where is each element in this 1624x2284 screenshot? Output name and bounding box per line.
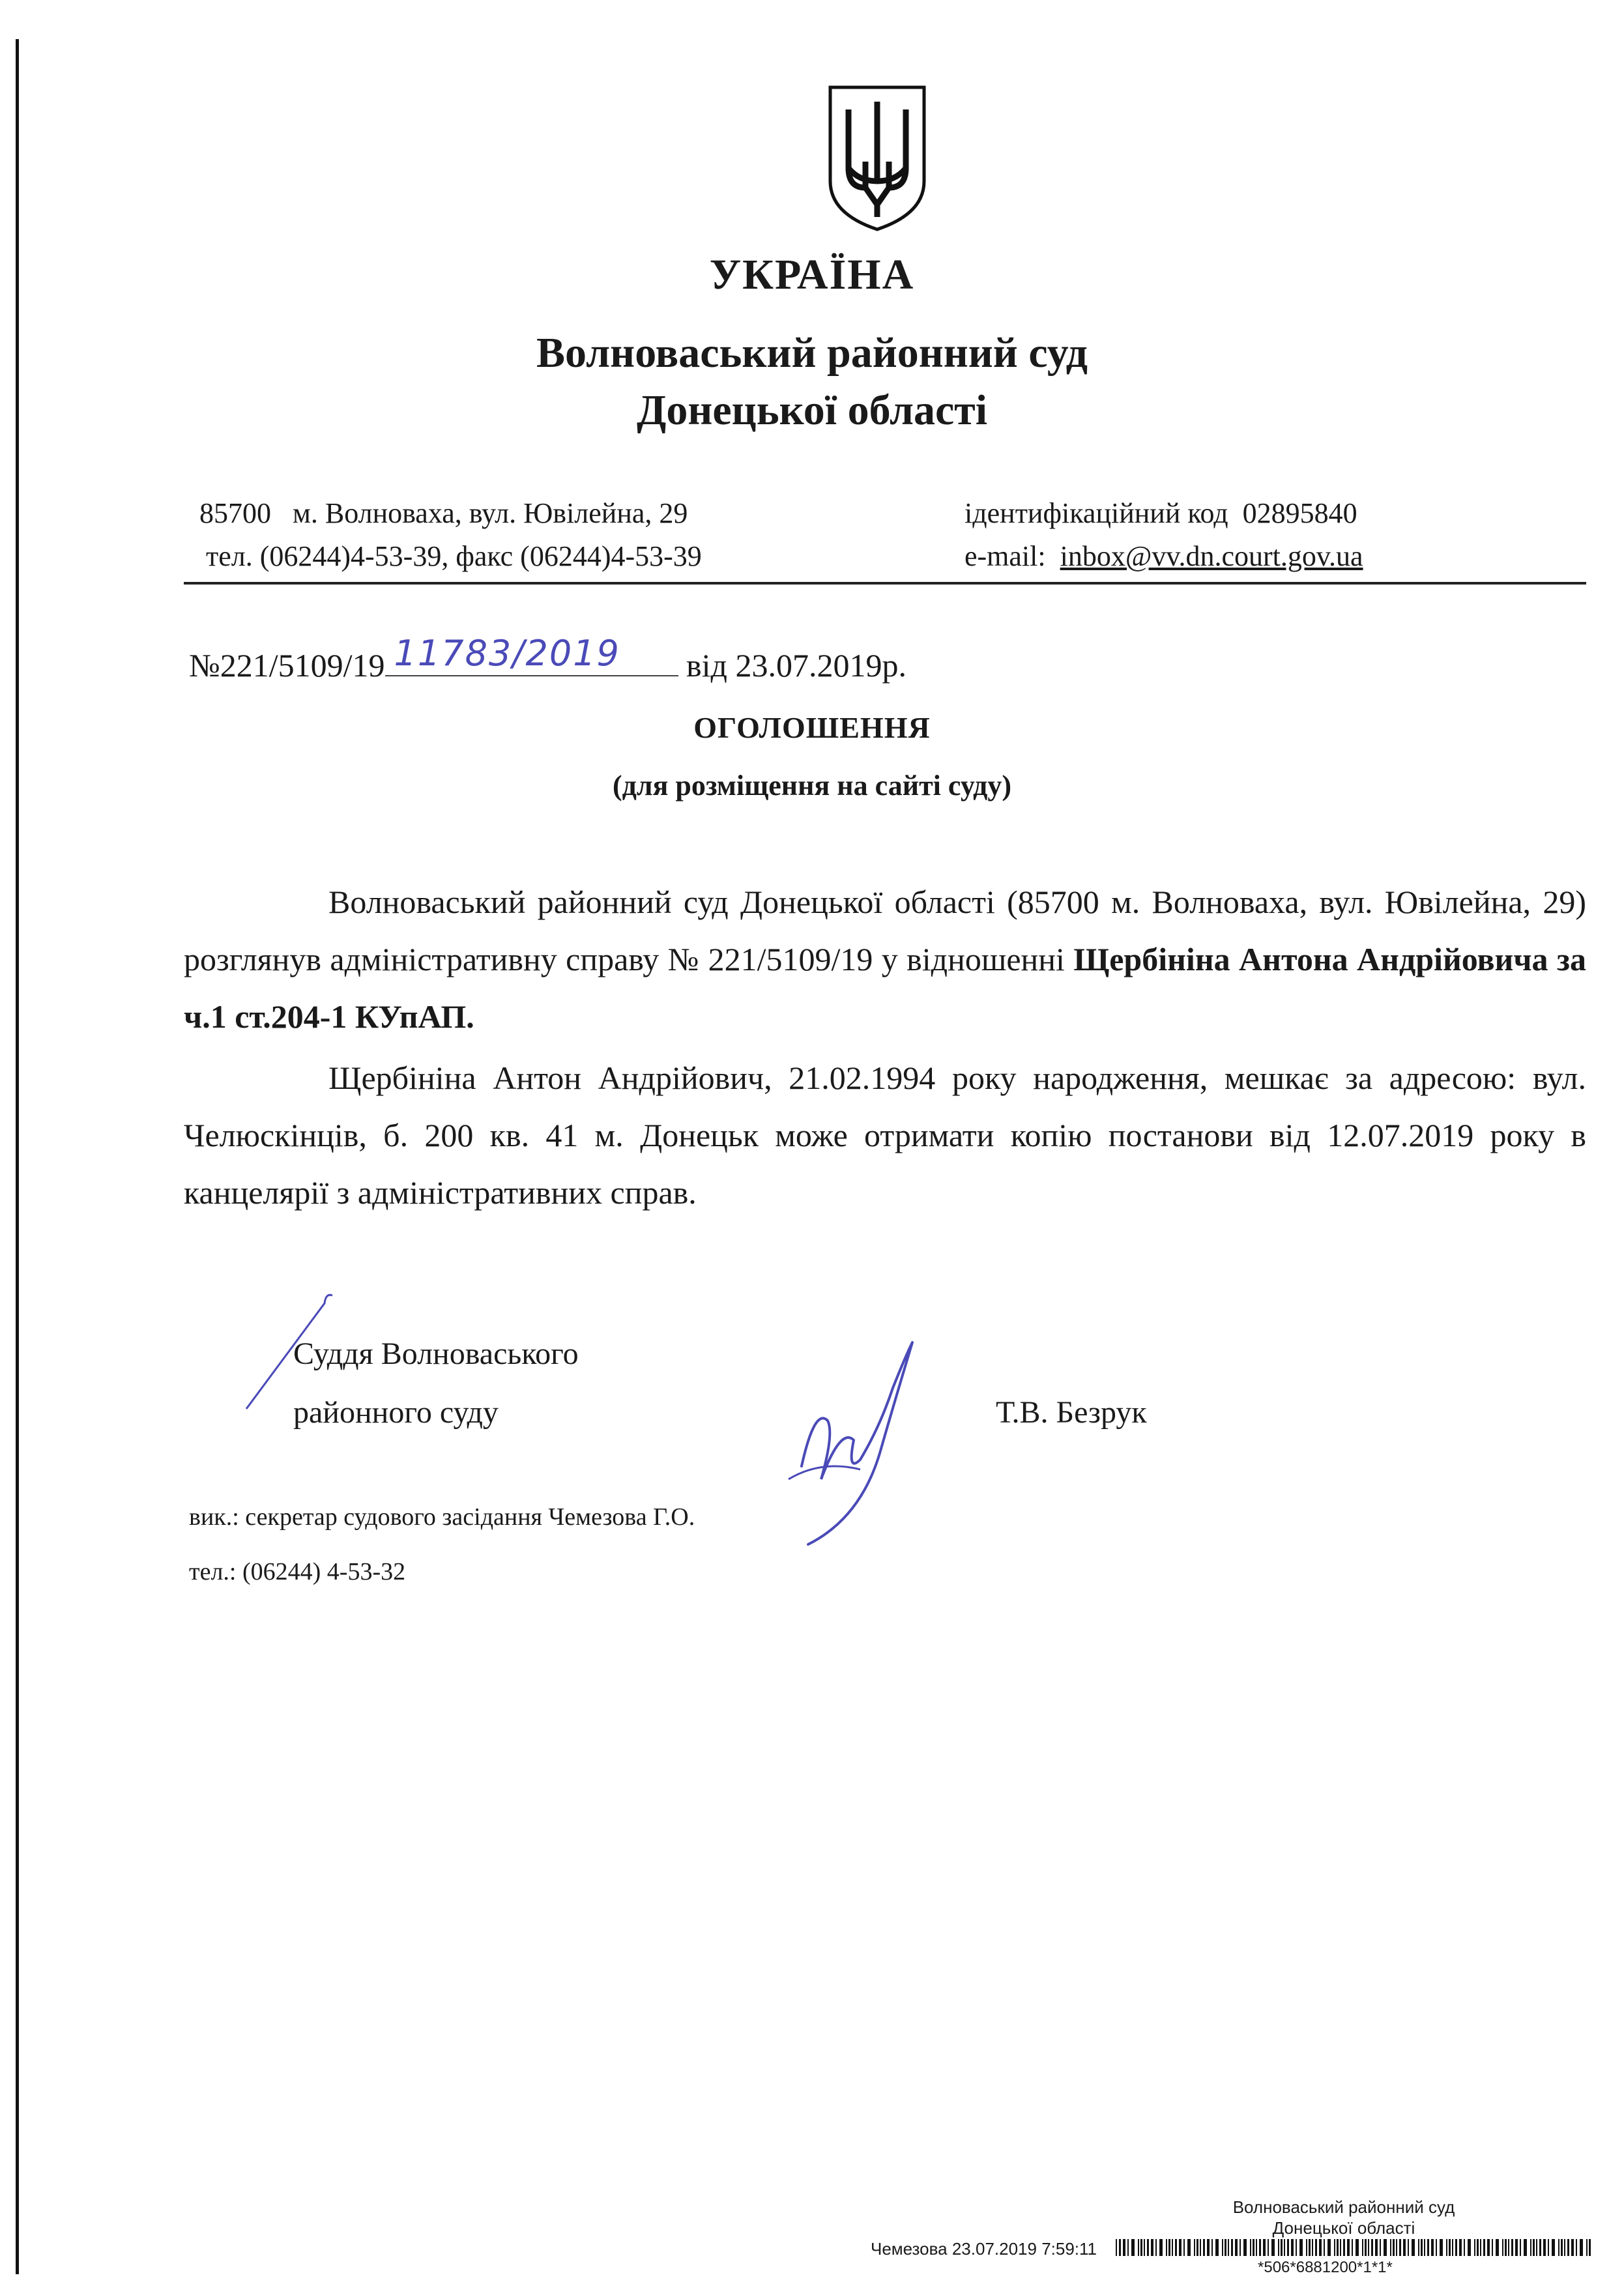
barcode-bar	[1524, 2239, 1527, 2256]
barcode-bar	[1312, 2239, 1313, 2256]
barcode-bar	[1356, 2239, 1359, 2256]
country-heading: УКРАЇНА	[709, 251, 915, 298]
barcode-bar	[1183, 2239, 1185, 2256]
barcode-bar	[1327, 2239, 1331, 2256]
barcode-bar	[1436, 2239, 1437, 2256]
barcode-bar	[1250, 2239, 1251, 2256]
judge-title-line1: Суддя Волноваського	[293, 1337, 579, 1371]
barcode-bar	[1337, 2239, 1339, 2256]
barcode-bar	[1306, 2239, 1307, 2256]
barcode-bar	[1119, 2239, 1121, 2256]
barcode-bar	[1203, 2239, 1205, 2256]
barcode-bar	[1543, 2239, 1546, 2256]
barcode-bar	[1138, 2239, 1139, 2256]
barcode-bar	[1440, 2239, 1443, 2256]
barcode-bar	[1278, 2239, 1279, 2256]
barcode-bar	[1371, 2239, 1373, 2256]
judge-signature	[782, 1329, 951, 1551]
judge-name: Т.В. Безрук	[996, 1395, 1147, 1430]
barcode-bar	[1431, 2239, 1434, 2256]
barcode-bar	[1449, 2239, 1451, 2256]
barcode-bar	[1362, 2239, 1363, 2256]
barcode-bar	[1147, 2239, 1149, 2256]
barcode-bar	[1347, 2239, 1350, 2256]
barcode-bar	[1552, 2239, 1555, 2256]
handwritten-number-text: 11783/2019	[394, 633, 620, 674]
barcode-text: *506*6881200*1*1*	[1258, 2259, 1393, 2276]
barcode-bar	[1408, 2239, 1409, 2256]
barcode-bar	[1196, 2239, 1198, 2256]
barcode-bar	[1291, 2239, 1294, 2256]
date-label: від	[686, 647, 727, 684]
handwritten-number	[385, 633, 678, 676]
barcode-bar	[1155, 2239, 1157, 2256]
barcode-bar	[1271, 2239, 1275, 2256]
barcode-bar	[1393, 2239, 1395, 2256]
barcode-bar	[1253, 2239, 1254, 2256]
footer-court-line1: Волноваський районний суд	[1232, 2197, 1455, 2217]
barcode-bar	[1259, 2239, 1261, 2256]
barcode-bar	[1127, 2239, 1129, 2256]
barcode-bar	[1589, 2239, 1591, 2256]
barcode-bar	[1511, 2239, 1513, 2256]
barcode-bar	[1380, 2239, 1381, 2256]
barcode-bar	[1159, 2239, 1163, 2256]
barcode-bar	[1502, 2239, 1503, 2256]
barcode-bar	[1207, 2239, 1210, 2256]
announcement-title: ОГОЛОШЕННЯ	[693, 711, 931, 744]
barcode-bar	[1496, 2239, 1499, 2256]
barcode-bar	[1477, 2239, 1479, 2256]
barcode-bar	[1403, 2239, 1406, 2256]
barcode-bar	[1324, 2239, 1325, 2256]
barcode-bar	[1334, 2239, 1335, 2256]
barcode-bar	[1319, 2239, 1322, 2256]
barcode-bar	[1412, 2239, 1415, 2256]
barcode-bar	[1564, 2239, 1565, 2256]
court-phone: тел. (06244)4-53-39, факс (06244)4-53-39	[206, 540, 702, 572]
barcode-bar	[1452, 2239, 1453, 2256]
barcode-bar	[1375, 2239, 1378, 2256]
paragraph-1-text: Волноваський районний суд Донецької області (85700 м. Волноваха, вул. Ювілейна, 29) розглянув адміністративну справу № 221/5109/19 у відношенні	[184, 884, 1586, 977]
paragraph-2: Щербініна Антон Андрійович, 21.02.1994 року народження, мешкає за адресою: вул. Челюскінців, б. 200 кв. 41 м. Донецьк може отримати копію постанови від 12.07.2019 року в канцелярії з адміністративних справ.	[184, 1060, 1586, 1211]
barcode-bar	[1340, 2239, 1341, 2256]
barcode-bar	[1231, 2239, 1233, 2256]
barcode-bar	[1586, 2239, 1588, 2256]
barcode-bar	[1343, 2239, 1345, 2256]
barcode-bar	[1567, 2239, 1569, 2256]
barcode-bar	[1365, 2239, 1367, 2256]
barcode-bar	[1455, 2239, 1457, 2256]
barcode-bar	[1187, 2239, 1191, 2256]
barcode-bar	[1240, 2239, 1241, 2256]
barcode-bar	[1505, 2239, 1507, 2256]
barcode-bar	[1561, 2239, 1563, 2256]
barcode-bar	[1418, 2239, 1419, 2256]
email-label: e-mail:	[964, 540, 1046, 572]
registration-date: 23.07.2019р.	[735, 647, 906, 684]
barcode-bar	[1483, 2239, 1485, 2256]
barcode-bar	[1215, 2239, 1219, 2256]
executor-phone: тел.: (06244) 4-53-32	[189, 1558, 406, 1585]
barcode-bar	[1263, 2239, 1266, 2256]
court-name-line2: Донецької області	[636, 386, 988, 434]
barcode-bar	[1281, 2239, 1283, 2256]
barcode-bar	[1284, 2239, 1285, 2256]
barcode-bar	[1299, 2239, 1303, 2256]
barcode-bar	[1399, 2239, 1401, 2256]
barcode-bar	[1123, 2239, 1125, 2256]
barcode-bar	[1548, 2239, 1549, 2256]
barcode-bar	[1487, 2239, 1490, 2256]
barcode-icon	[1116, 2239, 1593, 2256]
barcode-bar	[1530, 2239, 1531, 2256]
barcode-bar	[1116, 2239, 1117, 2256]
registration-number: №221/5109/19	[189, 647, 385, 684]
paragraph-1	[184, 873, 1586, 1045]
barcode-bar	[1179, 2239, 1182, 2256]
barcode-bar	[1424, 2239, 1425, 2256]
footer-court-line2: Донецької області	[1272, 2218, 1415, 2238]
barcode-bar	[1144, 2239, 1145, 2256]
barcode-bar	[1558, 2239, 1559, 2256]
barcode-bar	[1352, 2239, 1353, 2256]
barcode-bar	[1539, 2239, 1541, 2256]
executor-line: вик.: секретар судового засідання Чемезова Г.О.	[189, 1503, 695, 1531]
barcode-bar	[1464, 2239, 1465, 2256]
barcode-bar	[1492, 2239, 1493, 2256]
barcode-bar	[1315, 2239, 1317, 2256]
barcode-bar	[1571, 2239, 1574, 2256]
registration-stamp: Чемезова 23.07.2019 7:59:11	[871, 2239, 1097, 2259]
barcode-bar	[1384, 2239, 1387, 2256]
barcode-bar	[1533, 2239, 1535, 2256]
court-name-line1: Волноваський районний суд	[536, 329, 1088, 377]
paragraph-1-bold: Щербініна Антона Андрійовича за ч.1 ст.204-1 КУпАП.	[184, 941, 1587, 1035]
barcode-bar	[1168, 2239, 1170, 2256]
coat-of-arms-icon	[826, 83, 928, 233]
barcode-bar	[1468, 2239, 1471, 2256]
barcode-bar	[1480, 2239, 1481, 2256]
email-line	[964, 540, 1363, 573]
announcement-purpose: (для розміщення на сайті суду)	[612, 770, 1011, 802]
barcode-bar	[1515, 2239, 1518, 2256]
barcode-bar	[1225, 2239, 1226, 2256]
barcode-bar	[1243, 2239, 1247, 2256]
identification-code: ідентифікаційний код 02895840	[964, 497, 1357, 529]
judge-title-line2: районного суду	[293, 1395, 499, 1430]
barcode-bar	[1508, 2239, 1509, 2256]
court-address: 85700 м. Волноваха, вул. Ювілейна, 29	[199, 497, 688, 529]
barcode-bar	[1390, 2239, 1391, 2256]
barcode-bar	[1172, 2239, 1173, 2256]
barcode-bar	[1194, 2239, 1195, 2256]
registration-line	[189, 633, 906, 684]
barcode-bar	[1268, 2239, 1269, 2256]
barcode-bar	[1166, 2239, 1167, 2256]
barcode-bar	[1131, 2239, 1135, 2256]
barcode-bar	[1296, 2239, 1297, 2256]
barcode-bar	[1536, 2239, 1537, 2256]
barcode-bar	[1151, 2239, 1153, 2256]
barcode-bar	[1256, 2239, 1257, 2256]
barcode-bar	[1520, 2239, 1521, 2256]
barcode-bar	[1200, 2239, 1201, 2256]
barcode-bar	[1474, 2239, 1475, 2256]
barcode-bar	[1368, 2239, 1369, 2256]
barcode-bar	[1576, 2239, 1577, 2256]
barcode-bar	[1211, 2239, 1213, 2256]
barcode-bar	[1459, 2239, 1462, 2256]
barcode-bar	[1427, 2239, 1429, 2256]
barcode-bar	[1287, 2239, 1289, 2256]
barcode-bar	[1421, 2239, 1423, 2256]
header-divider	[184, 582, 1586, 585]
barcode-bar	[1580, 2239, 1583, 2256]
barcode-bar	[1309, 2239, 1311, 2256]
barcode-bar	[1140, 2239, 1142, 2256]
barcode-bar	[1396, 2239, 1397, 2256]
email-link[interactable]: inbox@vv.dn.court.gov.ua	[1060, 540, 1363, 572]
barcode-bar	[1235, 2239, 1238, 2256]
barcode-bar	[1222, 2239, 1223, 2256]
barcode-bar	[1446, 2239, 1447, 2256]
barcode-bar	[1175, 2239, 1177, 2256]
barcode-bar	[1228, 2239, 1229, 2256]
